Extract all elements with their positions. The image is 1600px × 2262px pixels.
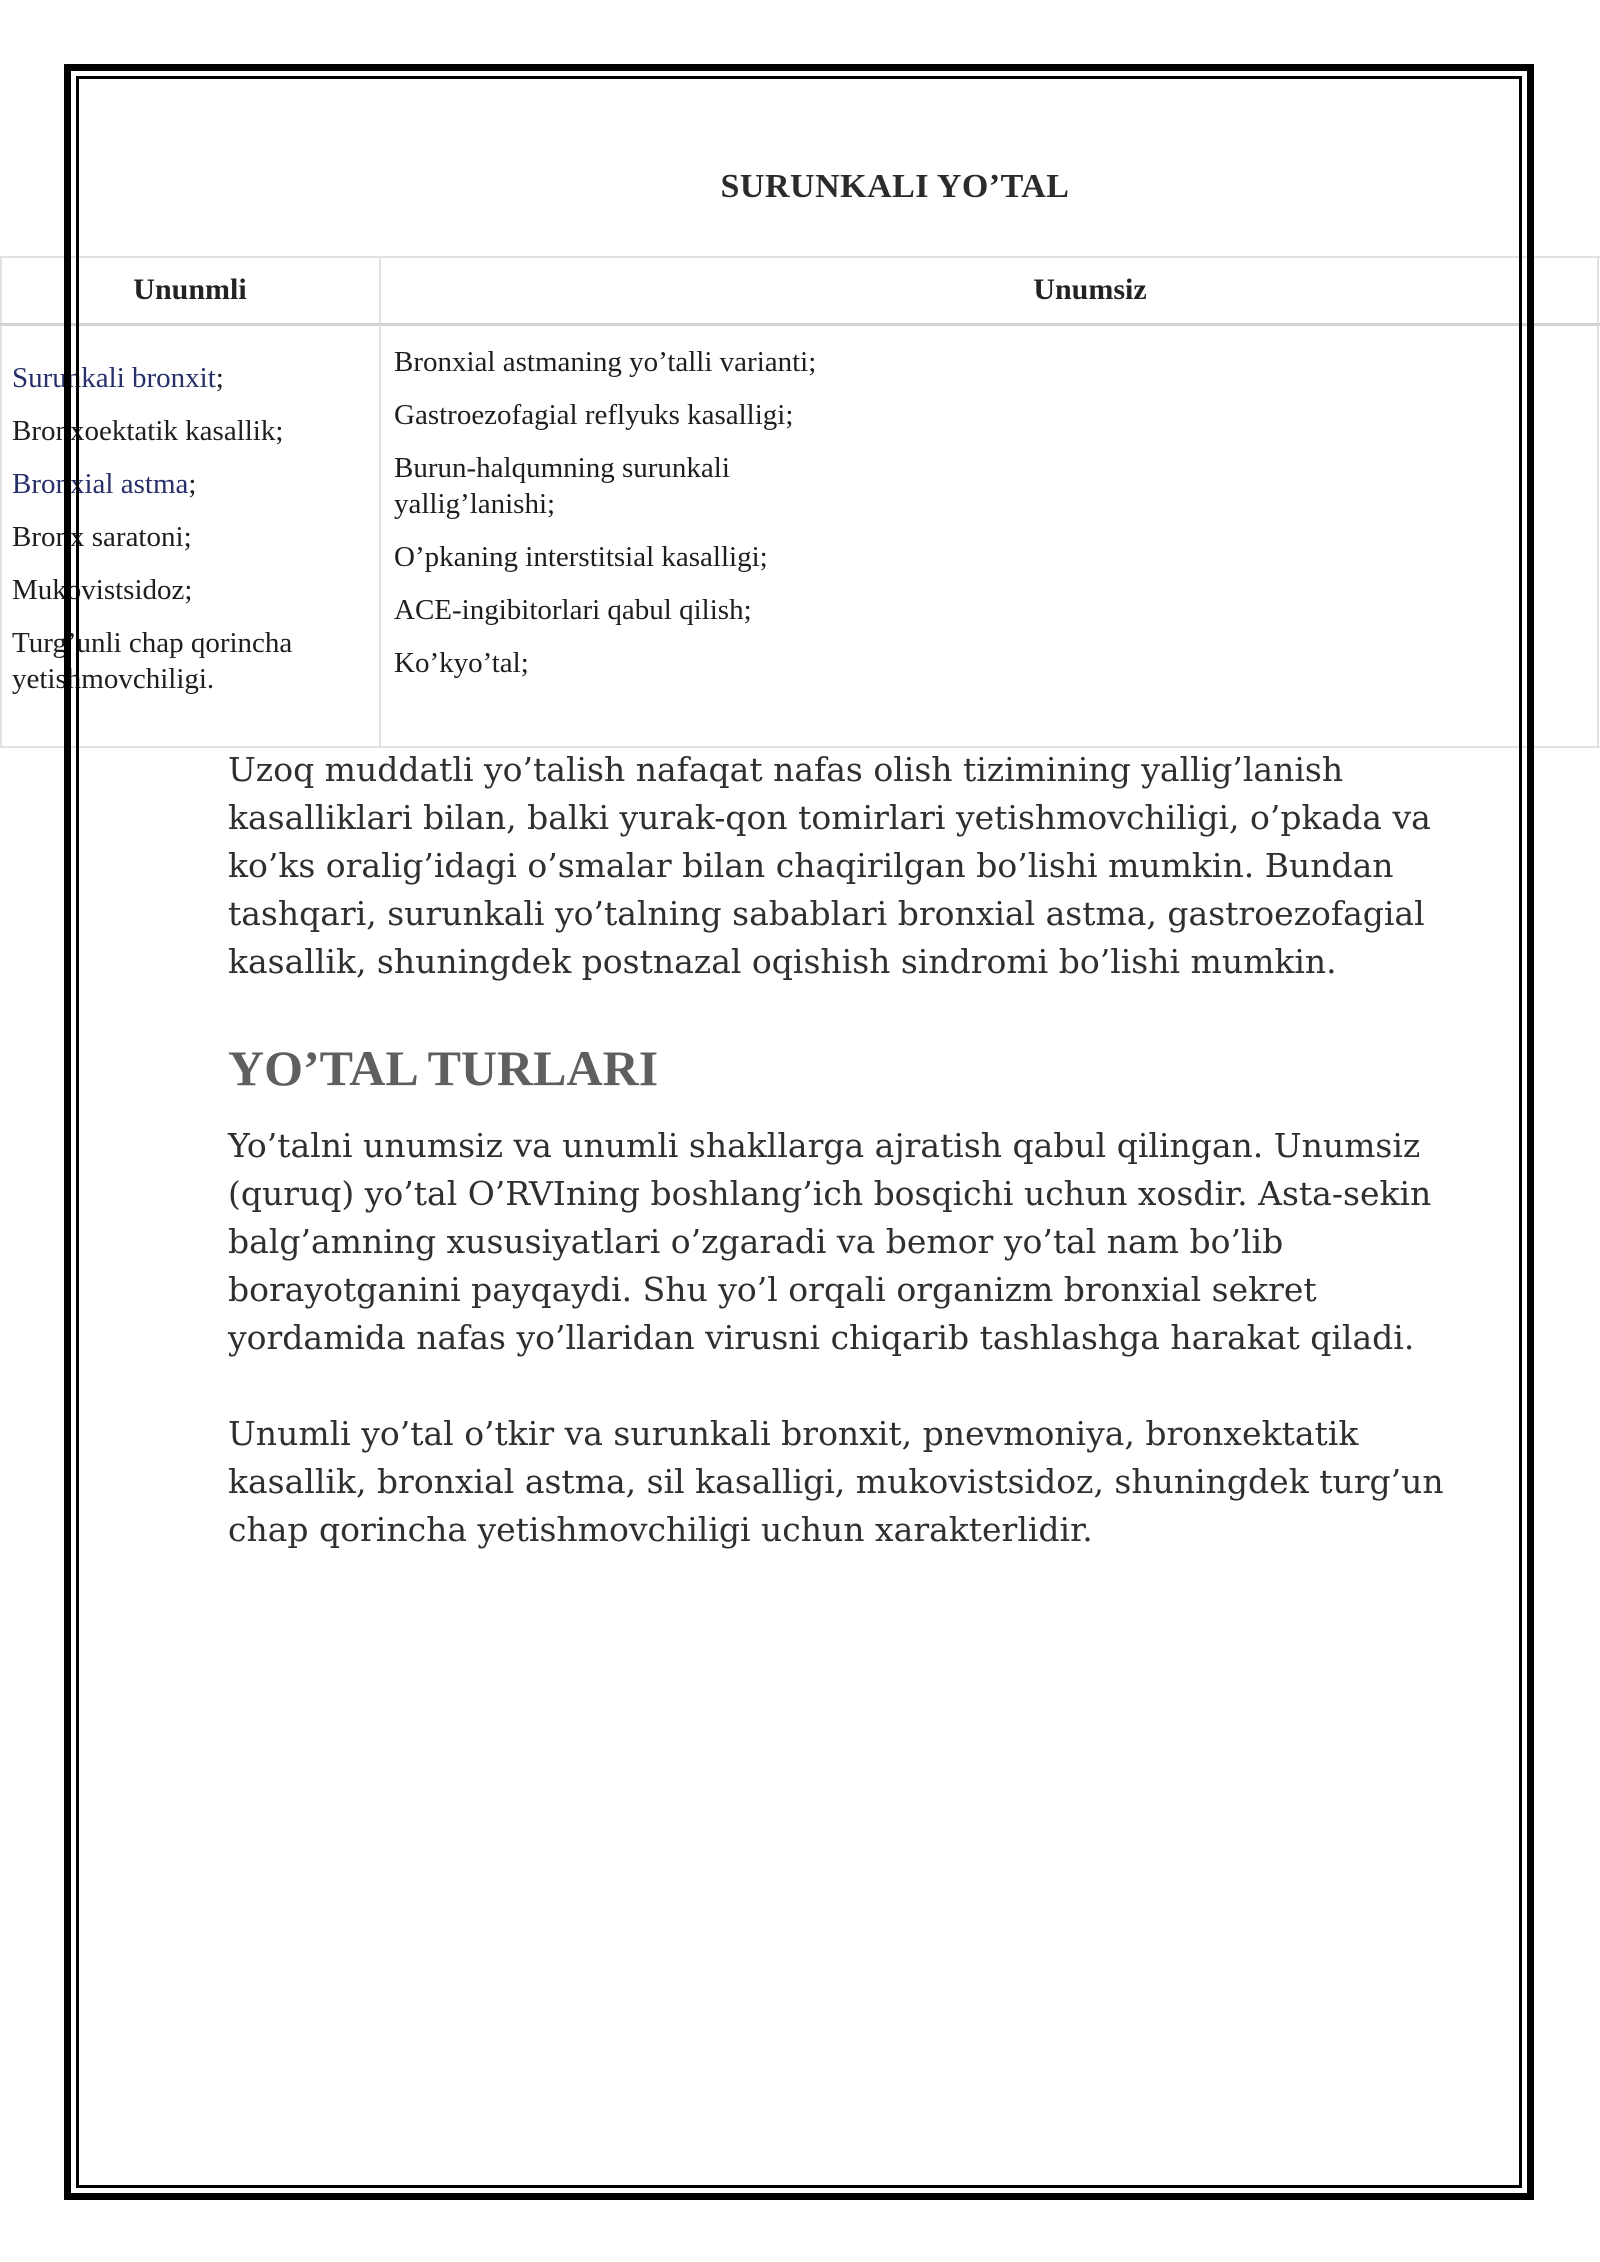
list-item: Ko’kyo’tal;	[394, 647, 529, 679]
table-column-divider	[379, 258, 381, 746]
header-productive: Ununmli	[133, 273, 247, 306]
item-text: Turg’unli chap qorincha yetishmovchiligi.	[12, 627, 293, 695]
item-text: Bronxoektatik kasallik	[12, 415, 276, 447]
document-body	[228, 746, 1468, 1554]
paragraph-cough-types: Yo’talni unumsiz va unumli shakllarga ajratish qabul qilingan. Unumsiz (quruq) yo’tal O’RVIning boshlang’ich bosqichi uchun xosdir. Asta-sekin balg’amning xususiyatlari o’zgaradi va bemor yo’tal nam bo’lib borayotganini payqaydi. Shu yo’l orqali organizm bronxial sekret yordamida nafas yo’llaridan virusni chiqarib tashlashga harakat qiladi.	[228, 1126, 1432, 1357]
item-suffix: ;	[183, 521, 192, 553]
item-suffix: ;	[215, 362, 224, 394]
section-heading: YO’TAL TURLARI	[228, 1040, 659, 1096]
list-item: O’pkaning interstitsial kasalligi;	[394, 541, 768, 573]
item-text: Mukovistsidoz	[12, 574, 185, 606]
document-title: SURUNKALI YO’TAL	[720, 168, 1070, 205]
list-item: ACE-ingibitorlari qabul qilish;	[394, 594, 752, 626]
list-item[interactable]	[12, 466, 372, 502]
item-suffix: ;	[188, 468, 197, 500]
table-header-row	[0, 258, 1600, 326]
link-text[interactable]: Surunkali bronxit	[12, 362, 216, 394]
item-text: Bronx saratoni	[12, 521, 184, 553]
paragraph-spacer	[228, 1362, 1468, 1410]
list-item	[12, 572, 372, 608]
item-suffix: ;	[275, 415, 284, 447]
cough-causes-table	[0, 256, 1600, 748]
list-item: Burun-halqumning surunkali yallig’lanishi;	[394, 452, 730, 520]
table-right-edge	[1597, 258, 1599, 746]
list-item	[12, 625, 372, 697]
dry-causes-column	[394, 344, 894, 698]
header-dry: Unumsiz	[1033, 273, 1147, 306]
list-item: Bronxial astmaning yo’talli varianti;	[394, 346, 817, 378]
paragraph-productive-cough: Unumli yo’tal o’tkir va surunkali bronxit, pnevmoniya, bronxektatik kasallik, bronxial astma, sil kasalligi, mukovistsidoz, shuningdek turg’un chap qorincha yetishmovchiligi uchun xarakterlidir.	[228, 1414, 1444, 1549]
paragraph-chronic-causes: Uzoq muddatli yo’talish nafaqat nafas olish tizimining yallig’lanish kasalliklari bilan, balki yurak-qon tomirlari yetishmovchiligi, o’pkada va ko’ks oralig’idagi o’smalar bilan chaqirilgan bo’lishi mumkin. Bundan tashqari, surunkali yo’talning sabablari bronxial astma, gastroezofagial kasallik, shuningdek postnazal oqishish sindromi bo’lishi mumkin.	[228, 750, 1431, 981]
link-text[interactable]: Bronxial astma	[12, 468, 189, 500]
list-item[interactable]	[12, 360, 372, 396]
table-left-edge	[0, 258, 2, 746]
list-item	[12, 519, 372, 555]
list-item: Gastroezofagial reflyuks kasalligi;	[394, 399, 794, 431]
item-suffix: ;	[184, 574, 193, 606]
list-item	[12, 413, 372, 449]
productive-causes-column	[12, 360, 372, 714]
